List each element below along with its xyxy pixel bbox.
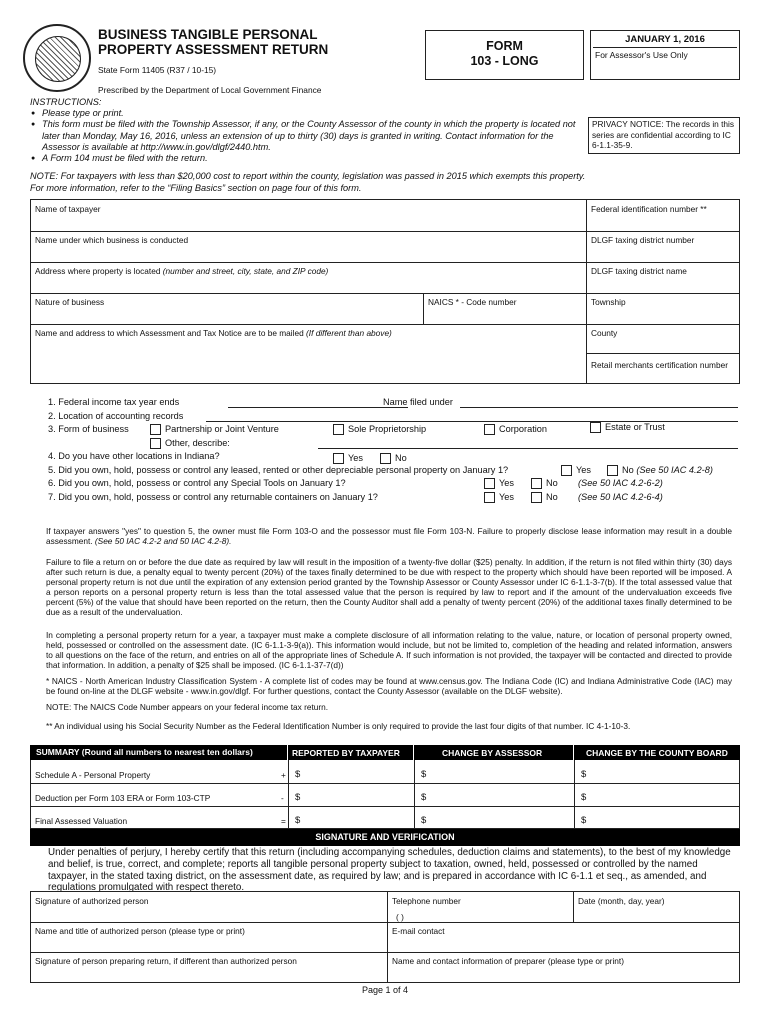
sole-label: Sole Proprietorship: [348, 424, 427, 434]
summary-col-assessor: CHANGE BY ASSESSOR: [442, 748, 543, 758]
mailing-hint: (If different than above): [306, 328, 392, 338]
partnership-label: Partnership or Joint Venture: [165, 424, 279, 434]
no-label: No: [546, 491, 558, 502]
dba-field[interactable]: Name under which business is conducted: [35, 235, 189, 245]
corporation-option[interactable]: [484, 423, 547, 437]
form-number-box: [425, 30, 584, 80]
q1b-answer-line[interactable]: [460, 407, 738, 408]
exemption-note: [30, 171, 730, 194]
state-seal: [23, 24, 91, 92]
date-field[interactable]: Date (month, day, year): [578, 896, 665, 906]
county-amount-field[interactable]: $: [581, 792, 587, 803]
q5-no[interactable]: [607, 464, 713, 478]
q6-yes-checkbox[interactable]: [484, 478, 495, 489]
instructions: [30, 97, 585, 164]
lease-text: If taxpayer answers "yes" to question 5, the owner must file Form 103-O and the possessor must file Form 103-N. Failure to properly disclose lease information may result in a double assessment.: [46, 526, 732, 546]
questions-section: [48, 396, 738, 504]
q5-yes-checkbox[interactable]: [561, 465, 572, 476]
note-line2: For more information, refer to the “Filing Basics” section on page four of this form.: [30, 182, 362, 193]
yes-label: Yes: [348, 453, 363, 463]
partnership-checkbox[interactable]: [150, 424, 161, 435]
page-number: Page 1 of 4: [361, 985, 409, 995]
other-answer-line[interactable]: [318, 448, 738, 449]
q7-label: 7. Did you own, hold, possess or control any returnable containers on January 1?: [48, 491, 378, 502]
summary-col-county: CHANGE BY THE COUNTY BOARD: [586, 748, 728, 758]
phone-parens: ( ): [396, 912, 404, 922]
q6-label: 6. Did you own, hold, possess or control any Special Tools on January 1?: [48, 478, 346, 488]
assessor-amount-field[interactable]: $: [421, 769, 427, 780]
q3-label: 3. Form of business: [48, 424, 129, 434]
no-label: No: [622, 464, 634, 475]
penalty-paragraph: Failure to file a return on or before the due date as required by law will result in the imposition of a twenty-five dollar ($25) penalty. In addition, if the return is not filed within thirty (30) days after such return is due, a penalty equal to twenty percent (20%) of the taxes finally determined to be due with respect to the property which should have been reported will be imposed. A personal property return is not due until the expiration of any extension period granted by the Township Assessor or County Assessor under IC 6-1.1-3-7(b). If the total assessed value that a person reports on a personal property return is less than the total assessed value that the person is required by law to report and if the amount of the undervaluation exceeds five percent (5%) of the value that should have been reported on the return, then the County Auditor shall add a penalty of twenty percent (20%) of the additional taxes finally determined to be due as a result of the undervaluation.: [46, 557, 732, 617]
county-field[interactable]: County: [591, 328, 618, 338]
sole-checkbox[interactable]: [333, 424, 344, 435]
taxpayer-amount-field[interactable]: $: [295, 815, 301, 826]
q4-yes-checkbox[interactable]: [333, 453, 344, 464]
q7-yes-checkbox[interactable]: [484, 492, 495, 503]
instructions-heading: INSTRUCTIONS:: [30, 97, 102, 107]
naics-paragraph: * NAICS - North American Industry Classification System - A complete list of codes may be found at www.census.gov. The Indiana Code (IC) and Indiana Administrative Code (IAC) may be found on-line at the DLGF website - www.in.gov/dlgf. For further questions, contact the County Assessor (available on the DLGF website).: [46, 676, 732, 696]
fein-field[interactable]: Federal identification number **: [591, 204, 707, 214]
dlgf-district-number-field[interactable]: DLGF taxing district number: [591, 235, 695, 245]
q7-no-checkbox[interactable]: [531, 492, 542, 503]
nature-of-business-field[interactable]: Nature of business: [35, 297, 105, 307]
note-line1: NOTE: For taxpayers with less than $20,000 cost to report within the county, legislation was passed in 2015 which exempts this property.: [30, 171, 586, 181]
signature-header: SIGNATURE AND VERIFICATION: [30, 829, 740, 846]
estate-label: Estate or Trust: [605, 422, 665, 432]
assessor-use-field[interactable]: For Assessor's Use Only: [595, 50, 688, 60]
preparer-signature-field[interactable]: Signature of person preparing return, if different than authorized person: [35, 956, 297, 966]
corporation-checkbox[interactable]: [484, 424, 495, 435]
other-option[interactable]: [150, 437, 230, 451]
summary-row-label: Deduction per Form 103 ERA or Form 103-CTP: [35, 793, 211, 803]
summary-op: -: [281, 793, 284, 803]
no-label: No: [546, 478, 558, 488]
preparer-info-field[interactable]: Name and contact information of preparer (please type or print): [392, 956, 624, 966]
address-hint: (number and street, city, state, and ZIP code): [162, 266, 329, 276]
q6-no-checkbox[interactable]: [531, 478, 542, 489]
summary-table: [30, 760, 740, 829]
form-label: FORM: [486, 39, 523, 53]
form-title: [98, 27, 328, 98]
lease-reference: (See 50 IAC 4.2-2 and 50 IAC 4.2-8).: [94, 536, 232, 546]
assessment-date: JANUARY 1, 2016: [593, 31, 737, 48]
title-line2: PROPERTY ASSESSMENT RETURN: [98, 42, 329, 57]
privacy-notice: PRIVACY NOTICE: The records in this series are confidential according to IC 6-1.1-35-9.: [588, 117, 740, 154]
q1b-label: Name filed under: [383, 397, 453, 407]
mailing-label: Name and address to which Assessment and Tax Notice are to be mailed: [35, 328, 304, 338]
q5-label: 5. Did you own, hold, possess or control any leased, rented or other depreciable personal property on January 1?: [48, 464, 509, 475]
estate-option[interactable]: [590, 421, 665, 435]
summary-header: [30, 745, 740, 760]
naics-note: NOTE: The NAICS Code Number appears on your federal income tax return.: [46, 702, 329, 712]
taxpayer-name-field[interactable]: Name of taxpayer: [35, 204, 101, 214]
yes-label: Yes: [576, 464, 591, 475]
q4-no-checkbox[interactable]: [380, 453, 391, 464]
email-field[interactable]: E-mail contact: [392, 926, 445, 936]
instruction-item: ● Please type or print.: [42, 108, 585, 119]
yes-label: Yes: [499, 478, 514, 488]
estate-checkbox[interactable]: [590, 422, 601, 433]
state-form-number: State Form 11405 (R37 / 10-15): [98, 65, 217, 75]
ssn-note: ** An individual using his Social Security Number as the Federal Identification Number is only required to provide the last four digits of that number. IC 4-1-10-3.: [46, 721, 631, 731]
other-label: Other, describe:: [165, 437, 230, 448]
prescribed-by: Prescribed by the Department of Local Government Finance: [98, 85, 322, 95]
other-checkbox[interactable]: [150, 438, 161, 449]
summary-title: SUMMARY (Round all numbers to nearest ten dollars): [36, 747, 253, 757]
summary-row-label: Final Assessed Valuation: [35, 816, 128, 826]
instruction-item: ● This form must be filed with the Township Assessor, if any, or the County Assessor of the county in which the property is located not later than Monday, May 16, 2016, unless an extension of up to thirty (30) days is granted in writing. Contact information for the Assessor is available at http://www.in.gov/dlgf/2440.htm.: [42, 119, 585, 153]
assessor-amount-field[interactable]: $: [421, 815, 427, 826]
summary-op: +: [281, 770, 286, 780]
signature-grid: [30, 891, 740, 983]
lease-paragraph: [46, 526, 732, 546]
sole-option[interactable]: [333, 423, 426, 437]
taxpayer-amount-field[interactable]: $: [295, 792, 301, 803]
assessor-amount-field[interactable]: $: [421, 792, 427, 803]
address-label: Address where property is located: [35, 266, 161, 276]
form-code: 103 - LONG: [470, 54, 539, 68]
summary-op: =: [281, 816, 286, 826]
summary-col-taxpayer: REPORTED BY TAXPAYER: [292, 748, 400, 758]
disclosure-paragraph: In completing a personal property return for a year, a taxpayer must make a complete disclosure of all information relating to the value, nature, or location of personal property owned, held, possessed or controlled on the assessment date. (IC 6-1.1-3-9(a)). This information would include, but not be limited to, completion of the heading and related information, answers to all questions on the face of the return, and entries on all of the appropriate lines of Schedule A. If such information is not provided, the taxpayer will be contacted and directed to provide that information. In addition, a penalty of $25 shall be imposed. (IC 6-1.1-37-7(d)): [46, 630, 732, 670]
summary-row-label: Schedule A - Personal Property: [35, 770, 151, 780]
yes-label: Yes: [499, 491, 514, 502]
q5-no-checkbox[interactable]: [607, 465, 618, 476]
mailing-address-field[interactable]: [31, 324, 396, 342]
retail-cert-field[interactable]: Retail merchants certification number: [591, 360, 728, 370]
q2-label: 2. Location of accounting records: [48, 410, 184, 421]
telephone-label: Telephone number: [392, 896, 461, 906]
telephone-field[interactable]: [388, 892, 465, 926]
q6-reference: (See 50 IAC 4.2-6-2): [578, 478, 663, 488]
name-title-field[interactable]: Name and title of authorized person (please type or print): [35, 926, 245, 936]
county-amount-field[interactable]: $: [581, 769, 587, 780]
partnership-option[interactable]: [150, 423, 279, 437]
date-box: [590, 30, 740, 80]
dlgf-district-name-field[interactable]: DLGF taxing district name: [591, 266, 687, 276]
taxpayer-amount-field[interactable]: $: [295, 769, 301, 780]
instruction-item: ● A Form 104 must be filed with the return.: [42, 153, 585, 164]
q7-no[interactable]: [531, 491, 558, 505]
q6-yes[interactable]: [484, 477, 514, 491]
perjury-statement: Under penalties of perjury, I hereby certify that this return (including accompanying schedules, deduction claims and statements), to the best of my knowledge and belief, is true, correct, and complete; reports all tangible personal property subject to taxation, owned, held, possessed or controlled by the named taxpayer, in the stated taxing district, on the assessment date, as required by law; and is prepared in accordance with IC 6-1.1 et seq., as amended, and regulations promulgated with respect thereto.: [48, 847, 731, 894]
naics-code-field[interactable]: NAICS * - Code number: [428, 297, 517, 307]
q5-yes[interactable]: [561, 464, 591, 478]
title-line1: BUSINESS TANGIBLE PERSONAL: [98, 27, 318, 42]
authorized-signature-field[interactable]: Signature of authorized person: [35, 896, 149, 906]
q7-yes[interactable]: [484, 491, 514, 505]
q6-no[interactable]: [531, 477, 558, 491]
no-label: No: [395, 453, 407, 463]
q4-label: 4. Do you have other locations in Indiana?: [48, 451, 220, 461]
q1-answer-line[interactable]: [228, 407, 408, 408]
corporation-label: Corporation: [499, 424, 548, 434]
township-field[interactable]: Township: [591, 297, 626, 307]
q1-label: 1. Federal income tax year ends: [48, 397, 180, 407]
taxpayer-info-grid: [30, 199, 740, 384]
county-amount-field[interactable]: $: [581, 815, 587, 826]
q7-reference: (See 50 IAC 4.2-6-4): [578, 491, 663, 502]
property-address-field[interactable]: [31, 262, 332, 280]
q5-reference: (See 50 IAC 4.2-8): [636, 464, 713, 475]
